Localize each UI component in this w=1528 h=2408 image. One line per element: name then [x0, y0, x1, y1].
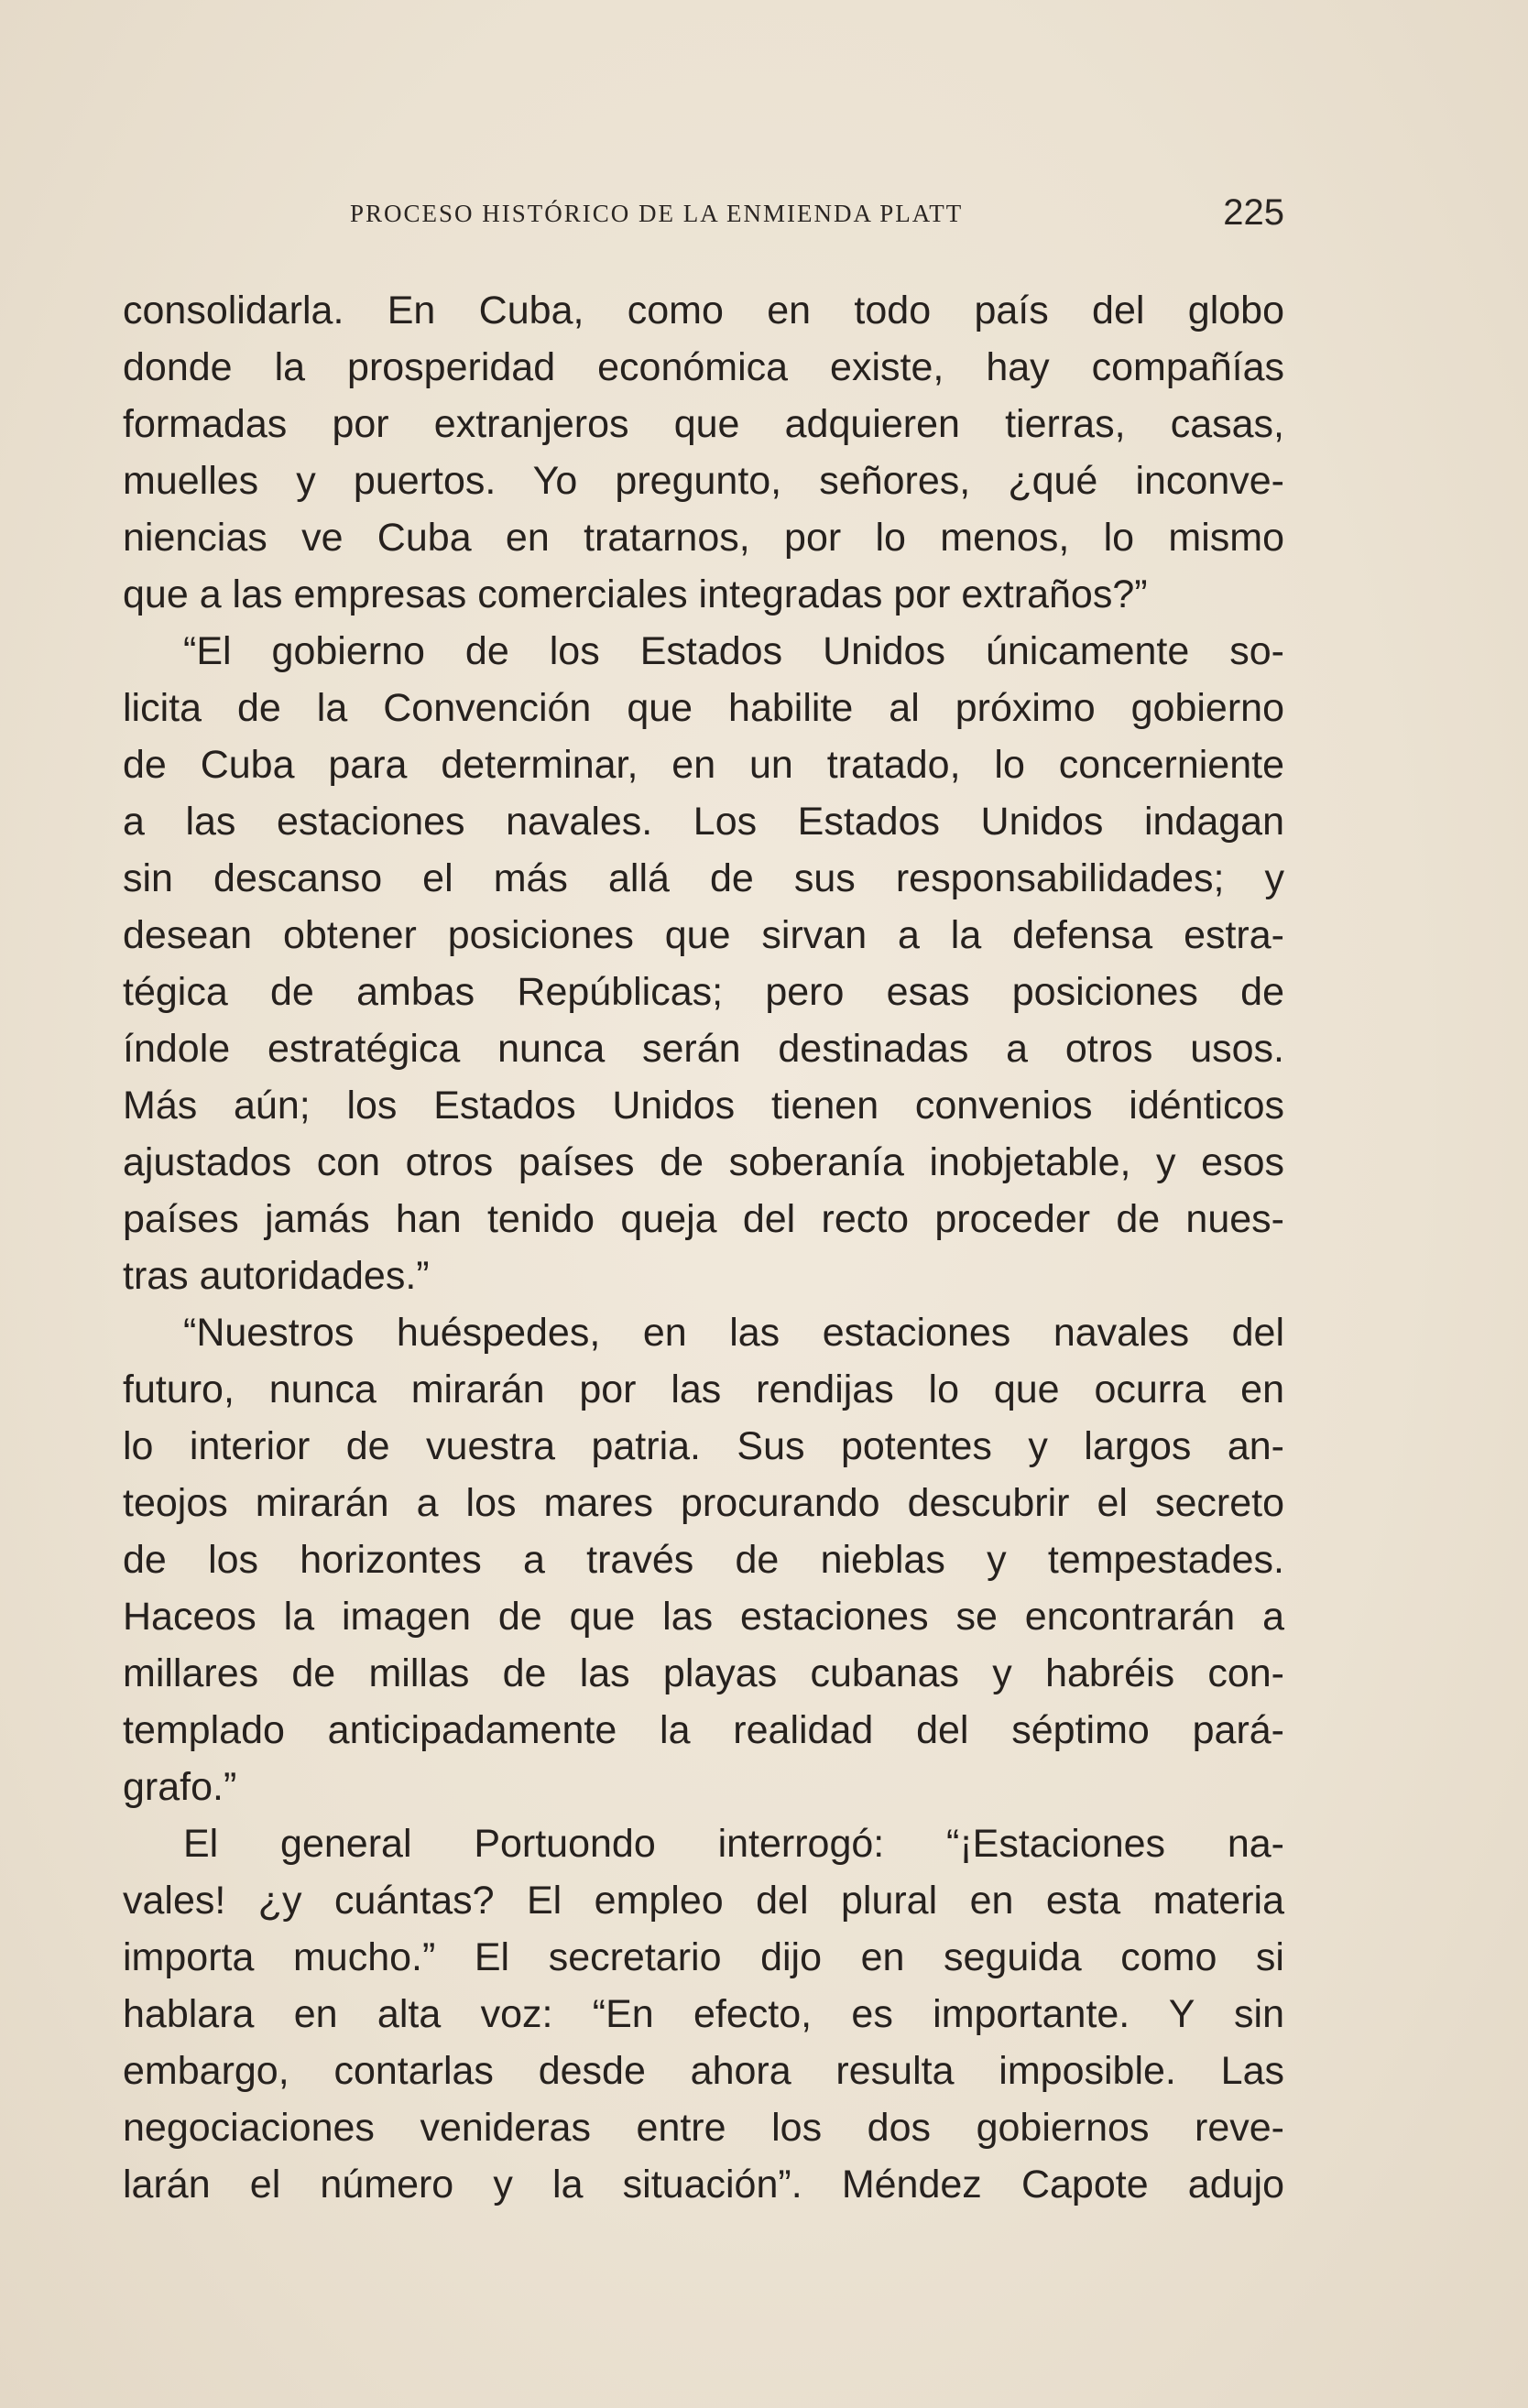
text-line: “Nuestros huéspedes, en las estaciones navales del	[183, 1311, 1284, 1355]
text-line: índole estratégica nunca serán destinadas a otros usos.	[123, 1027, 1284, 1071]
text-line: millares de millas de las playas cubanas y habréis con-	[123, 1651, 1284, 1695]
text-line: ajustados con otros países de soberanía inobjetable, y esos	[123, 1140, 1284, 1184]
running-title: PROCESO HISTÓRICO DE LA ENMIENDA PLATT	[350, 200, 964, 227]
text-line: desean obtener posiciones que sirvan a la defensa estra-	[123, 913, 1284, 957]
text-line: grafo.”	[123, 1765, 237, 1809]
text-line: larán el número y la situación”. Méndez Capote adujo	[123, 2163, 1284, 2206]
text-line: templado anticipadamente la realidad del séptimo pará-	[123, 1708, 1284, 1752]
text-line: Haceos la imagen de que las estaciones se encontrarán a	[123, 1595, 1284, 1639]
text-line: lo interior de vuestra patria. Sus potentes y largos an-	[123, 1424, 1284, 1468]
text-line: licita de la Convención que habilite al próximo gobierno	[123, 686, 1284, 730]
text-line: teojos mirarán a los mares procurando descubrir el secreto	[123, 1481, 1284, 1525]
text-line: “El gobierno de los Estados Unidos únicamente so-	[183, 629, 1284, 673]
text-line: vales! ¿y cuántas? El empleo del plural en esta materia	[123, 1879, 1284, 1923]
text-line: sin descanso el más allá de sus responsabilidades; y	[123, 856, 1284, 900]
text-line: países jamás han tenido queja del recto proceder de nues-	[123, 1197, 1284, 1241]
page-header	[123, 192, 1284, 238]
text-line: tégica de ambas Repúblicas; pero esas posiciones de	[123, 970, 1284, 1014]
text-line: a las estaciones navales. Los Estados Unidos indagan	[123, 800, 1284, 844]
text-line: negociaciones venideras entre los dos gobiernos reve-	[123, 2106, 1284, 2150]
text-line: hablara en alta voz: “En efecto, es importante. Y sin	[123, 1992, 1284, 2036]
text-line: de los horizontes a través de nieblas y tempestades.	[123, 1538, 1284, 1582]
text-line: Más aún; los Estados Unidos tienen convenios idénticos	[123, 1084, 1284, 1128]
page-number: 225	[1223, 192, 1284, 233]
text-line: niencias ve Cuba en tratarnos, por lo menos, lo mismo	[123, 516, 1284, 560]
text-line: formadas por extranjeros que adquieren tierras, casas,	[123, 402, 1284, 446]
text-line: tras autoridades.”	[123, 1254, 430, 1298]
text-line: importa mucho.” El secretario dijo en seguida como si	[123, 1935, 1284, 1979]
body-text	[123, 282, 1284, 2213]
text-line: futuro, nunca mirarán por las rendijas lo que ocurra en	[123, 1367, 1284, 1411]
text-line: consolidarla. En Cuba, como en todo país del globo	[123, 289, 1284, 332]
text-line: que a las empresas comerciales integradas por extraños?”	[123, 572, 1148, 616]
text-line: de Cuba para determinar, en un tratado, lo concerniente	[123, 743, 1284, 787]
text-line: embargo, contarlas desde ahora resulta imposible. Las	[123, 2049, 1284, 2093]
text-line: muelles y puertos. Yo pregunto, señores, ¿qué inconve-	[123, 459, 1284, 503]
text-line: El general Portuondo interrogó: “¡Estaciones na-	[183, 1822, 1284, 1866]
text-line: donde la prosperidad económica existe, hay compañías	[123, 345, 1284, 389]
